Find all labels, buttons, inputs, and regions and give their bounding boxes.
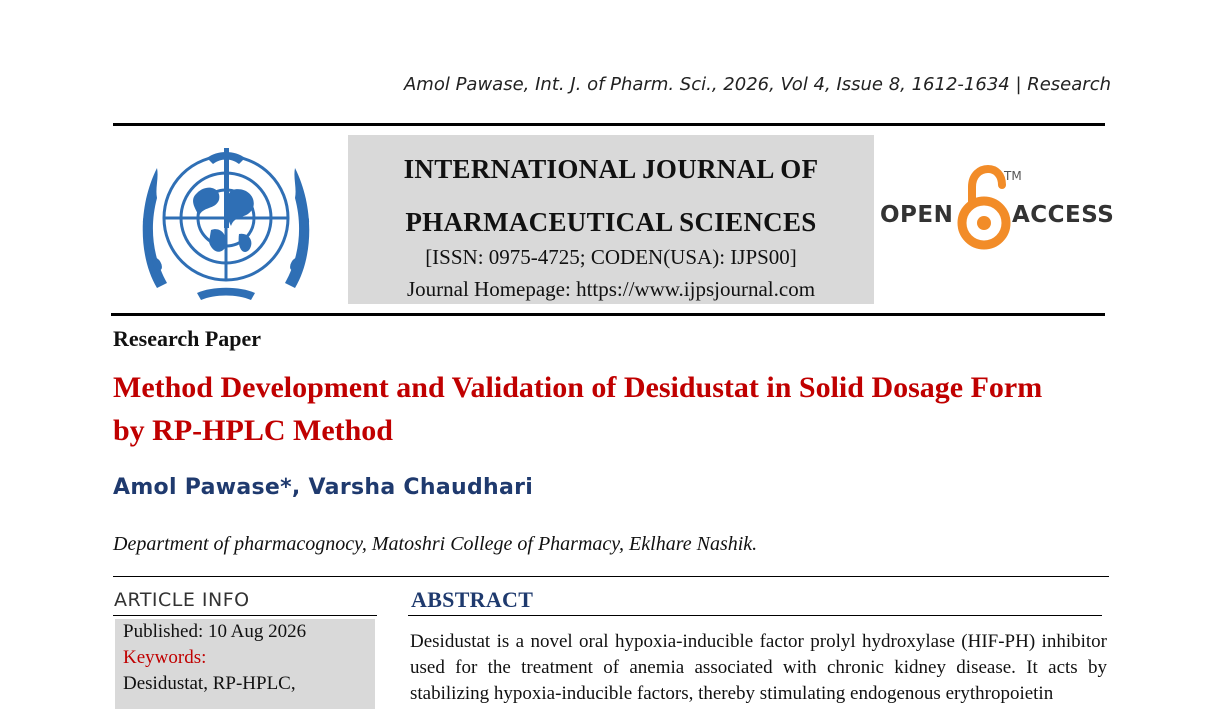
article-info-heading: ARTICLE INFO xyxy=(114,589,250,611)
journal-masthead xyxy=(348,135,874,304)
header-rule-bottom xyxy=(111,313,1105,316)
keywords-list: Desidustat, RP-HPLC, xyxy=(123,673,296,694)
author-affiliation: Department of pharmacognocy, Matoshri College of Pharmacy, Eklhare Nashik. xyxy=(113,533,758,555)
open-access-logo xyxy=(880,165,1115,255)
section-divider xyxy=(113,576,1109,577)
article-info-rule xyxy=(113,615,377,616)
abstract-text: Desidustat is a novel oral hypoxia-inducible factor prolyl hydroxylase (HIF-PH) inhibitor used for the treatment of anemia associated with chronic kidney disease. It acts by stabilizing hypoxia-inducible factors, thereby stimulating endogenous erythropoietin xyxy=(410,631,1107,704)
abstract-rule xyxy=(408,615,1102,616)
trademark-mark: TM xyxy=(1004,169,1022,183)
un-emblem-logo xyxy=(127,138,325,306)
paper-title-line2: by RP-HPLC Method xyxy=(113,414,393,447)
keywords-label: Keywords: xyxy=(123,647,207,668)
journal-homepage: Journal Homepage: https://www.ijpsjournal.com xyxy=(406,277,816,301)
paper-title xyxy=(113,366,1113,452)
abstract-heading: ABSTRACT xyxy=(411,587,534,612)
header-rule-top xyxy=(113,123,1105,126)
journal-title-line2: PHARMACEUTICAL SCIENCES xyxy=(405,207,817,237)
author-list: Amol Pawase*, Varsha Chaudhari xyxy=(113,475,534,500)
published-date: Published: 10 Aug 2026 xyxy=(123,621,307,642)
article-info-box xyxy=(115,619,375,709)
paper-title-line1: Method Development and Validation of Desidustat in Solid Dosage Form xyxy=(113,371,1043,404)
open-access-left-text: OPEN xyxy=(880,202,954,228)
running-header: Amol Pawase, Int. J. of Pharm. Sci., 2026, Vol 4, Issue 8, 1612-1634 | Research xyxy=(403,74,1111,95)
journal-title-line1: INTERNATIONAL JOURNAL OF xyxy=(403,154,819,184)
journal-issn: [ISSN: 0975-4725; CODEN(USA): IJPS00] xyxy=(425,245,797,269)
open-access-right-text: ACCESS xyxy=(1012,202,1115,228)
paper-type-label: Research Paper xyxy=(113,326,262,351)
